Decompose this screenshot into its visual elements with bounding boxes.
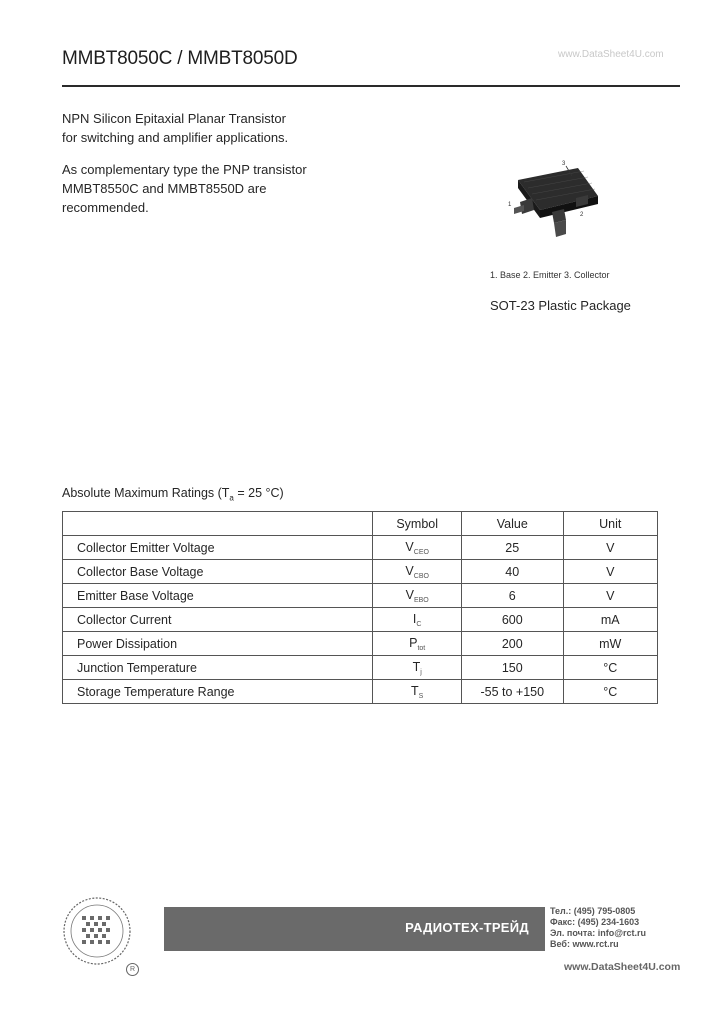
header-rule: [62, 85, 680, 87]
contact-phone: Тел.: (495) 795-0805: [550, 906, 636, 916]
ratings-title-suffix: = 25 °C): [233, 486, 284, 500]
registered-mark-icon: R: [126, 963, 139, 976]
header-value: Value: [462, 512, 563, 536]
table-row: [63, 536, 658, 560]
symbol-letter: V: [405, 563, 414, 578]
complementary-note: [62, 160, 307, 217]
description: [62, 109, 288, 147]
param-cell: Collector Base Voltage: [63, 560, 373, 584]
pin-label-1: 1: [508, 202, 512, 208]
symbol-cell: [373, 680, 462, 704]
unit-cell: V: [563, 560, 658, 584]
complementary-line-1: As complementary type the PNP transistor: [62, 162, 307, 177]
symbol-cell: [373, 656, 462, 680]
pin-label-3: 3: [562, 161, 566, 167]
symbol-letter: V: [405, 539, 414, 554]
unit-cell: V: [563, 536, 658, 560]
symbol-letter: V: [405, 587, 414, 602]
table-row: [63, 656, 658, 680]
param-cell: Storage Temperature Range: [63, 680, 373, 704]
symbol-cell: [373, 560, 462, 584]
param-cell: Power Dissipation: [63, 632, 373, 656]
symbol-cell: [373, 608, 462, 632]
contact-email: Эл. почта: info@rct.ru: [550, 928, 647, 938]
company-seal-logo: [62, 896, 132, 966]
symbol-subscript: tot: [417, 644, 426, 652]
document-title: MMBT8050C / MMBT8050D: [62, 48, 298, 69]
contact-block: [550, 906, 646, 950]
table-row: [63, 608, 658, 632]
value-cell: 40: [462, 560, 563, 584]
param-cell: Junction Temperature: [63, 656, 373, 680]
package-name: SOT-23 Plastic Package: [490, 298, 631, 313]
unit-cell: mA: [563, 608, 658, 632]
value-cell: 150: [462, 656, 563, 680]
symbol-letter: T: [411, 683, 419, 698]
symbol-subscript: S: [418, 692, 424, 700]
unit-cell: V: [563, 584, 658, 608]
symbol-cell: [373, 584, 462, 608]
sot23-package-image: [500, 158, 620, 248]
value-cell: -55 to +150: [462, 680, 563, 704]
pin-label-2: 2: [580, 212, 584, 218]
contact-web: Веб: www.rct.ru: [550, 939, 619, 949]
param-cell: Collector Emitter Voltage: [63, 536, 373, 560]
table-row: [63, 560, 658, 584]
ratings-table: [62, 511, 658, 704]
description-line-1: NPN Silicon Epitaxial Planar Transistor: [62, 111, 286, 126]
header-symbol: Symbol: [373, 512, 462, 536]
table-header-row: [63, 512, 658, 536]
symbol-letter: I: [412, 611, 417, 626]
table-row: [63, 680, 658, 704]
symbol-letter: P: [409, 635, 418, 650]
unit-cell: °C: [563, 656, 658, 680]
unit-cell: mW: [563, 632, 658, 656]
ratings-title-sub: a: [229, 493, 234, 503]
description-line-2: for switching and amplifier applications.: [62, 130, 289, 145]
symbol-cell: [373, 632, 462, 656]
header-unit: Unit: [563, 512, 658, 536]
param-cell: Emitter Base Voltage: [63, 584, 373, 608]
watermark-bottom: www.DataSheet4U.com: [564, 961, 681, 973]
symbol-subscript: CEO: [413, 548, 429, 556]
table-row: [63, 584, 658, 608]
company-banner: [164, 907, 545, 951]
symbol-subscript: EBO: [413, 596, 429, 604]
complementary-line-3: recommended.: [62, 200, 149, 215]
watermark-top: www.DataSheet4U.com: [558, 49, 664, 60]
symbol-subscript: j: [420, 668, 422, 676]
table-row: [63, 632, 658, 656]
company-name: РАДИОТЕХ-ТРЕЙД: [405, 920, 529, 935]
symbol-letter: T: [412, 659, 421, 674]
contact-fax: Факс: (495) 234-1603: [550, 917, 640, 927]
complementary-line-2: MMBT8550C and MMBT8550D are: [62, 181, 267, 196]
ratings-title: [62, 486, 284, 503]
value-cell: 200: [462, 632, 563, 656]
symbol-cell: [373, 536, 462, 560]
value-cell: 25: [462, 536, 563, 560]
param-cell: Collector Current: [63, 608, 373, 632]
value-cell: 600: [462, 608, 563, 632]
symbol-subscript: CBO: [413, 572, 429, 580]
ratings-title-prefix: Absolute Maximum Ratings (T: [62, 486, 230, 500]
symbol-subscript: C: [416, 620, 422, 628]
pin-caption: 1. Base 2. Emitter 3. Collector: [490, 270, 610, 280]
value-cell: 6: [462, 584, 563, 608]
unit-cell: °C: [563, 680, 658, 704]
header-parameter: [63, 512, 373, 536]
